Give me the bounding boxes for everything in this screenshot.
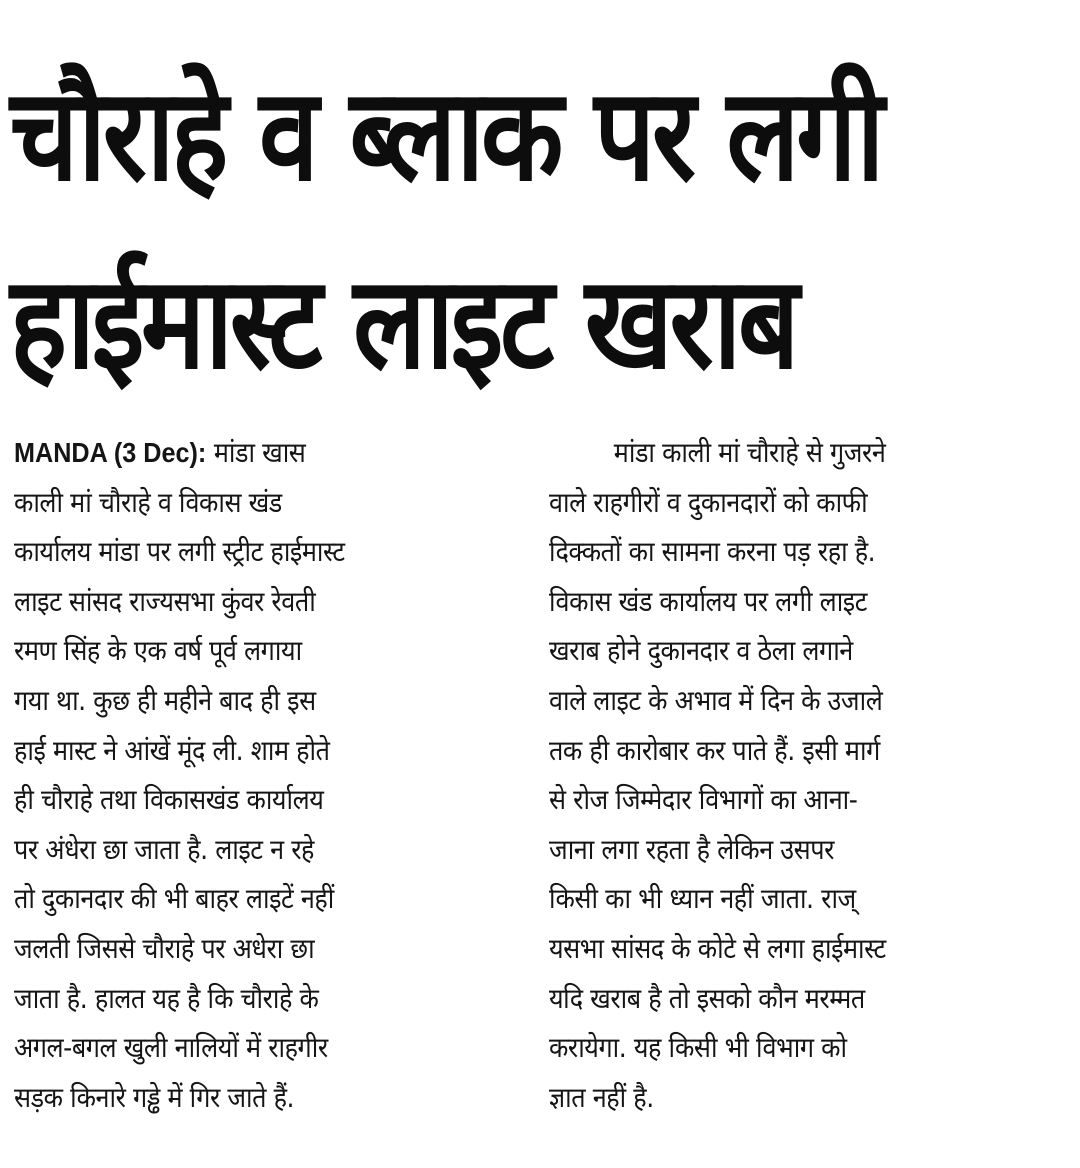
article-line: काली मां चौराहे व विकास खंड: [14, 485, 282, 519]
article-line: रमण सिंह के एक वर्ष पूर्व लगाया: [14, 634, 302, 668]
article-line-text: मांडा खास: [213, 436, 306, 469]
dateline: MANDA (3 Dec):: [14, 437, 207, 468]
article-line: पर अंधेरा छा जाता है. लाइट न रहे: [14, 832, 314, 866]
article-line: अगल-बगल खुली नालियों में राहगीर: [14, 1031, 328, 1065]
headline: [10, 42, 900, 418]
article-line: यसभा सांसद के कोटे से लगा हाईमास्ट: [549, 931, 886, 965]
article-line: जाता है. हालत यह है कि चौराहे के: [14, 981, 319, 1015]
article-line: से रोज जिम्मेदार विभागों का आना-: [549, 783, 858, 817]
article-line: यदि खराब है तो इसको कौन मरम्मत: [549, 981, 865, 1015]
article-line: [14, 428, 459, 478]
article-line: कार्यालय मांडा पर लगी स्ट्रीट हाईमास्ट: [14, 535, 345, 569]
article-line: दिक्कतों का सामना करना पड़ रहा है.: [549, 535, 876, 569]
article-column-right: [549, 428, 994, 1122]
article-line: वाले राहगीरों व दुकानदारों को काफी: [549, 485, 868, 519]
article-line: जलती जिससे चौराहे पर अधेरा छा: [14, 931, 315, 965]
headline-line-1: चौराहे व ब्लाक पर लगी: [10, 61, 882, 210]
headline-line-2: हाईमास्ट लाइट खराब: [10, 249, 796, 398]
article-line: विकास खंड कार्यालय पर लगी लाइट: [549, 584, 867, 618]
article-line: ही चौराहे तथा विकासखंड कार्यालय: [14, 783, 324, 817]
article-line: किसी का भी ध्यान नहीं जाता. राज्: [549, 882, 856, 916]
article-column-left: [14, 428, 459, 1122]
article-line: तक ही कारोबार कर पाते हैं. इसी मार्ग: [549, 733, 880, 767]
article-line: ज्ञात नहीं है.: [549, 1080, 654, 1114]
article-line: मांडा काली मां चौराहे से गुजरने: [613, 436, 886, 469]
article-line: जाना लगा रहता है लेकिन उसपर: [549, 832, 834, 866]
article-line: हाई मास्ट ने आंखें मूंद ली. शाम होते: [14, 733, 330, 767]
article-line: खराब होने दुकानदार व ठेला लगाने: [549, 634, 853, 668]
article-line: तो दुकानदार की भी बाहर लाइटें नहीं: [14, 882, 334, 916]
article-line: वाले लाइट के अभाव में दिन के उजाले: [549, 683, 883, 717]
article-line: गया था. कुछ ही महीने बाद ही इस: [14, 683, 316, 717]
article-line: लाइट सांसद राज्यसभा कुंवर रेवती: [14, 584, 316, 618]
article-line: करायेगा. यह किसी भी विभाग को: [549, 1031, 847, 1065]
article-line: सड़क किनारे गड्ढे में गिर जाते हैं.: [14, 1080, 295, 1114]
